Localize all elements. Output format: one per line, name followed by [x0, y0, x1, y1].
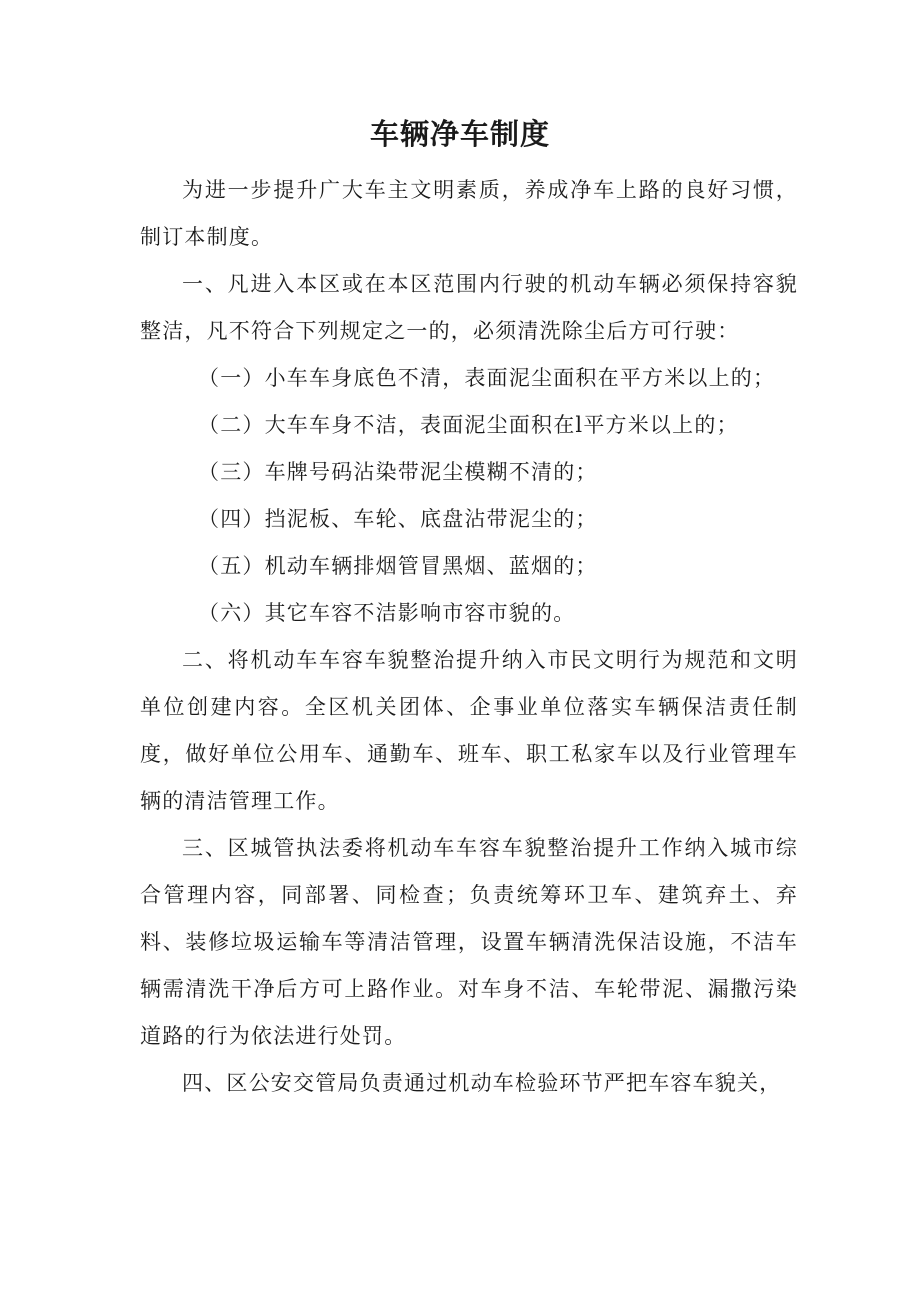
document-body — [140, 167, 798, 1107]
list-item: （三）车牌号码沾染带泥尘模糊不清的； — [198, 460, 598, 484]
section-1-paragraph: 一、凡进入本区或在本区范围内行驶的机动车辆必须保持容貌整洁，凡不符合下列规定之一的，必须清洗除尘后方可行驶： — [140, 272, 798, 343]
list-item: （四）挡泥板、车轮、底盘沾带泥尘的； — [198, 507, 598, 531]
section-4-paragraph: 四、区公安交管局负责通过机动车检验环节严把车容车貌关， — [182, 1071, 782, 1095]
intro-paragraph: 为进一步提升广大车主文明素质，养成净车上路的良好习惯，制订本制度。 — [140, 178, 798, 249]
list-item: （二）大车车身不洁，表面泥尘面积在l平方米以上的； — [198, 413, 739, 437]
section-2-paragraph: 二、将机动车车容车貌整治提升纳入市民文明行为规范和文明单位创建内容。全区机关团体、企事业单位落实车辆保洁责任制度，做好单位公用车、通勤车、班车、职工私家车以及行业管理车辆的清洁管理工作。 — [140, 648, 798, 813]
list-item: （一）小车车身底色不清，表面泥尘面积在平方米以上的； — [198, 366, 776, 390]
list-item: （六）其它车容不洁影响市容市貌的。 — [198, 601, 576, 625]
list-item: （五）机动车辆排烟管冒黑烟、蓝烟的； — [198, 554, 598, 578]
section-3-paragraph: 三、区城管执法委将机动车车容车貌整治提升工作纳入城市综合管理内容，同部署、同检查；负责统筹环卫车、建筑弃土、弃料、装修垃圾运输车等清洁管理，设置车辆清洗保洁设施，不洁车辆需清洗干净后方可上路作业。对车身不洁、车轮带泥、漏撒污染道路的行为依法进行处罚。 — [140, 836, 798, 1048]
document-title: 车辆净车制度 — [369, 117, 550, 151]
